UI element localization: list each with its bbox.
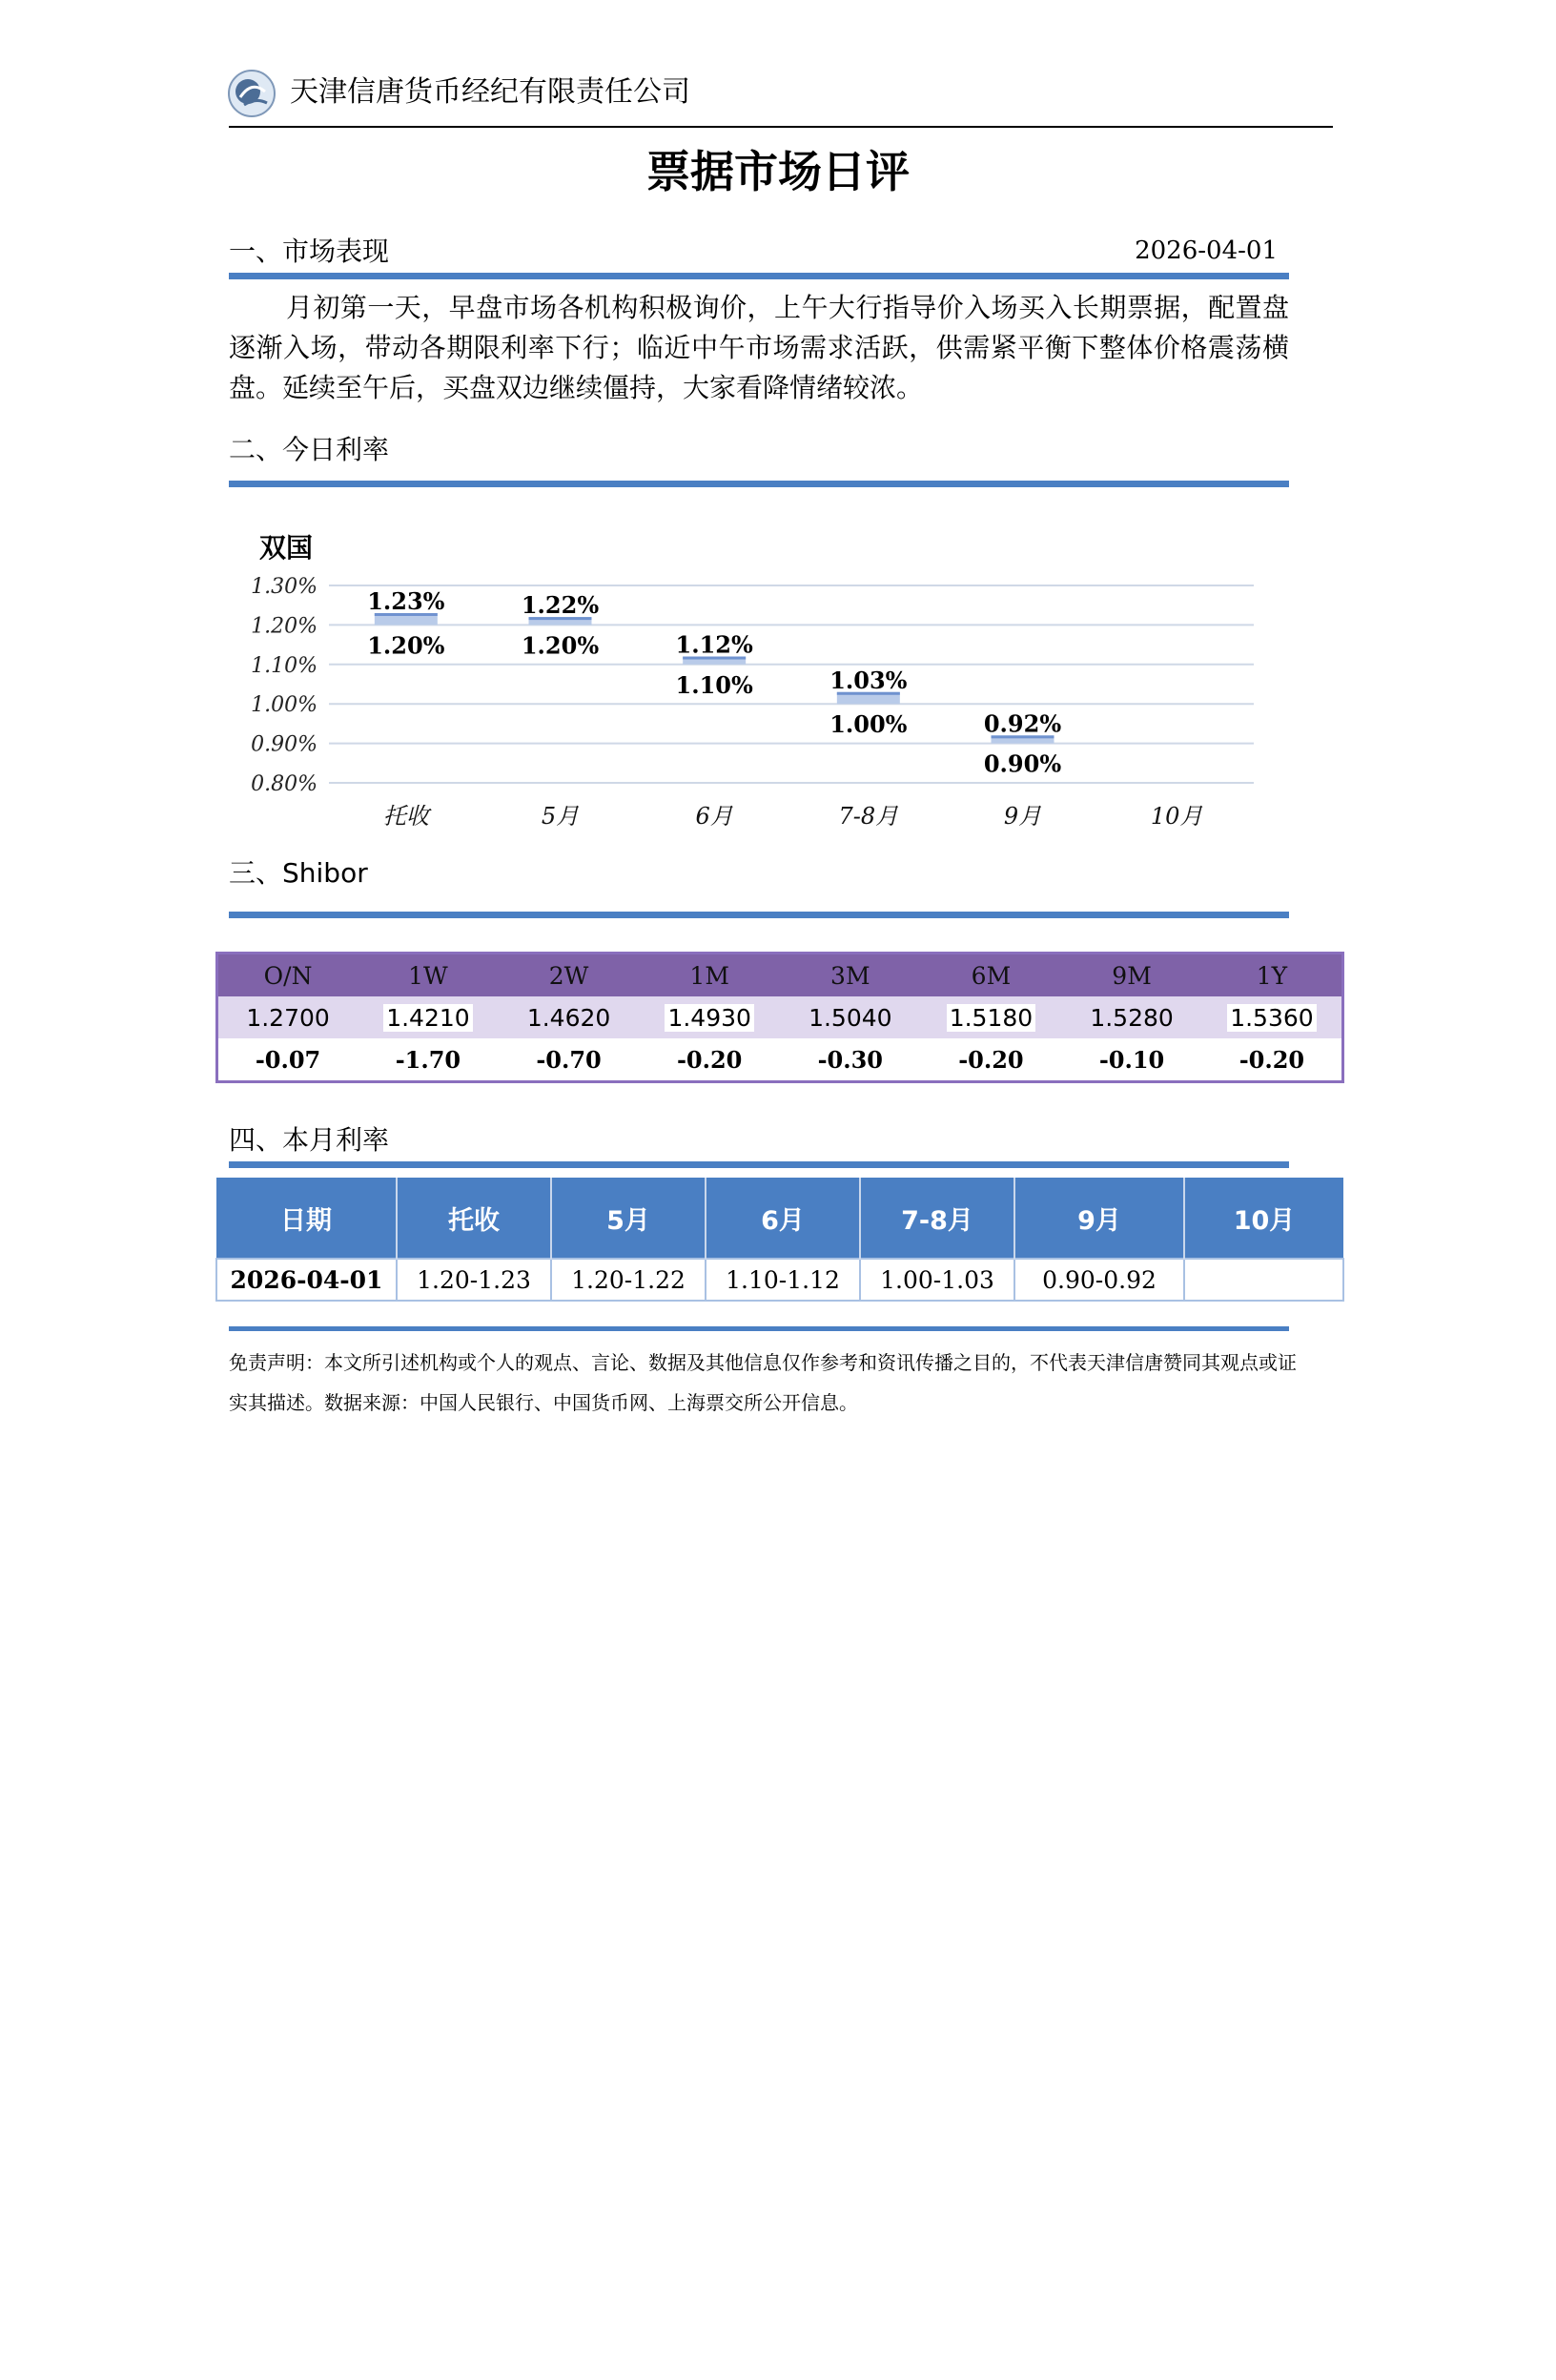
- high-data-label: 1.12%: [675, 630, 753, 659]
- monthly-rate-cell: 1.00-1.03: [860, 1259, 1014, 1301]
- monthly-date-cell: 2026-04-01: [216, 1259, 397, 1301]
- document-title: 票据市场日评: [646, 146, 910, 197]
- monthly-header-cell: 6月: [706, 1178, 860, 1259]
- disclaimer: 免责声明：本文所引述机构或个人的观点、言论、数据及其他信息仅作参考和资讯传播之目的，不代表天津信唐赞同其观点或证实其描述。数据来源：中国人民银行、中国货币网、上海票交所公开信息。: [229, 1351, 1297, 1414]
- y-tick-label: 0.90%: [251, 732, 317, 757]
- section-divider: [229, 912, 1289, 918]
- x-tick-label: 5月: [541, 803, 580, 830]
- chart-title: 双国: [259, 532, 314, 564]
- company-name: 天津信唐货币经纪有限责任公司: [290, 75, 690, 109]
- shibor-change-row: [217, 1038, 1343, 1082]
- shibor-tenor: 3M: [780, 954, 921, 997]
- monthly-header-cell: 9月: [1014, 1178, 1184, 1259]
- shibor-rate: 1.5180: [947, 1004, 1035, 1032]
- shibor-tenor: O/N: [217, 954, 358, 997]
- market-commentary: 月初第一天，早盘市场各机构积极询价，上午大行指导价入场买入长期票据，配置盘逐渐入场，带动各期限利率下行；临近中午市场需求活跃，供需紧平衡下整体价格震荡横盘。延续至午后，买盘双边继续僵持，大家看降情绪较浓。: [229, 292, 1289, 403]
- monthly-rate-cell: 0.90-0.92: [1014, 1259, 1184, 1301]
- low-data-label: 1.00%: [829, 710, 908, 739]
- rate-range-chart: [229, 515, 1287, 849]
- header-rule: [229, 126, 1333, 128]
- shibor-tenor: 1Y: [1202, 954, 1343, 997]
- shibor-change: -0.20: [921, 1038, 1062, 1082]
- high-data-label: 1.22%: [521, 591, 600, 620]
- monthly-rate-cell: 1.10-1.12: [706, 1259, 860, 1301]
- y-tick-label: 1.30%: [251, 575, 317, 599]
- section-today-rates-title: 二、今日利率: [229, 434, 390, 465]
- section-divider: [229, 1161, 1289, 1168]
- low-data-label: 1.20%: [367, 631, 445, 660]
- shibor-table: [215, 952, 1344, 1083]
- shibor-rate: 1.5040: [780, 996, 921, 1038]
- monthly-rate-table: [215, 1178, 1344, 1302]
- high-data-label: 1.03%: [829, 666, 908, 694]
- monthly-header-cell: 托收: [397, 1178, 551, 1259]
- x-tick-label: 6月: [695, 803, 733, 830]
- shibor-change: -0.10: [1061, 1038, 1202, 1082]
- y-tick-label: 1.10%: [251, 653, 317, 678]
- xintang-logo-icon: [227, 69, 276, 118]
- shibor-rate-cell: [921, 996, 1062, 1038]
- shibor-tenor: 2W: [499, 954, 640, 997]
- shibor-tenor: 1W: [358, 954, 499, 997]
- table-row: [216, 1259, 1343, 1301]
- section-monthly-rates-title: 四、本月利率: [229, 1124, 390, 1156]
- shibor-change: -0.70: [499, 1038, 640, 1082]
- report-date: 2026-04-01: [1135, 236, 1278, 265]
- shibor-rate-cell: [1202, 996, 1343, 1038]
- high-data-label: 0.92%: [983, 709, 1062, 738]
- shibor-change: -0.07: [217, 1038, 358, 1082]
- monthly-header-cell: 5月: [551, 1178, 706, 1259]
- shibor-rate: 1.2700: [217, 996, 358, 1038]
- x-tick-label: 10月: [1150, 803, 1203, 830]
- shibor-rate-row: [217, 996, 1343, 1038]
- shibor-change: -0.20: [639, 1038, 780, 1082]
- x-tick-label: 7-8月: [838, 803, 899, 830]
- monthly-rate-cell: 1.20-1.22: [551, 1259, 706, 1301]
- section-market-performance-title: 一、市场表现: [229, 236, 390, 267]
- section-shibor-title: 三、Shibor: [229, 857, 368, 889]
- shibor-tenor: 1M: [639, 954, 780, 997]
- shibor-rate-cell: [639, 996, 780, 1038]
- y-tick-label: 0.80%: [251, 772, 317, 796]
- shibor-tenor: 9M: [1061, 954, 1202, 997]
- section-divider: [229, 481, 1289, 487]
- shibor-rate: 1.4620: [499, 996, 640, 1038]
- shibor-tenor: 6M: [921, 954, 1062, 997]
- y-tick-label: 1.20%: [251, 614, 317, 639]
- y-tick-label: 1.00%: [251, 693, 317, 718]
- x-tick-label: 9月: [1003, 803, 1042, 830]
- high-data-label: 1.23%: [367, 586, 445, 615]
- shibor-change: -0.30: [780, 1038, 921, 1082]
- shibor-change: -1.70: [358, 1038, 499, 1082]
- monthly-rate-cell: [1184, 1259, 1343, 1301]
- shibor-change: -0.20: [1202, 1038, 1343, 1082]
- section-divider: [229, 1326, 1289, 1331]
- low-data-label: 1.10%: [675, 670, 753, 699]
- monthly-header-cell: 7-8月: [860, 1178, 1014, 1259]
- x-tick-label: 托收: [382, 803, 429, 830]
- section-divider: [229, 273, 1289, 279]
- monthly-header-cell: 10月: [1184, 1178, 1343, 1259]
- low-data-label: 1.20%: [521, 631, 600, 660]
- shibor-rate: 1.4210: [383, 1004, 472, 1032]
- monthly-header-row: [216, 1178, 1343, 1259]
- shibor-rate-cell: [358, 996, 499, 1038]
- shibor-header-row: [217, 954, 1343, 997]
- shibor-rate: 1.5280: [1061, 996, 1202, 1038]
- shibor-rate: 1.4930: [665, 1004, 753, 1032]
- low-data-label: 0.90%: [983, 749, 1062, 778]
- shibor-rate: 1.5360: [1227, 1004, 1316, 1032]
- monthly-rate-cell: 1.20-1.23: [397, 1259, 551, 1301]
- monthly-header-cell: 日期: [216, 1178, 397, 1259]
